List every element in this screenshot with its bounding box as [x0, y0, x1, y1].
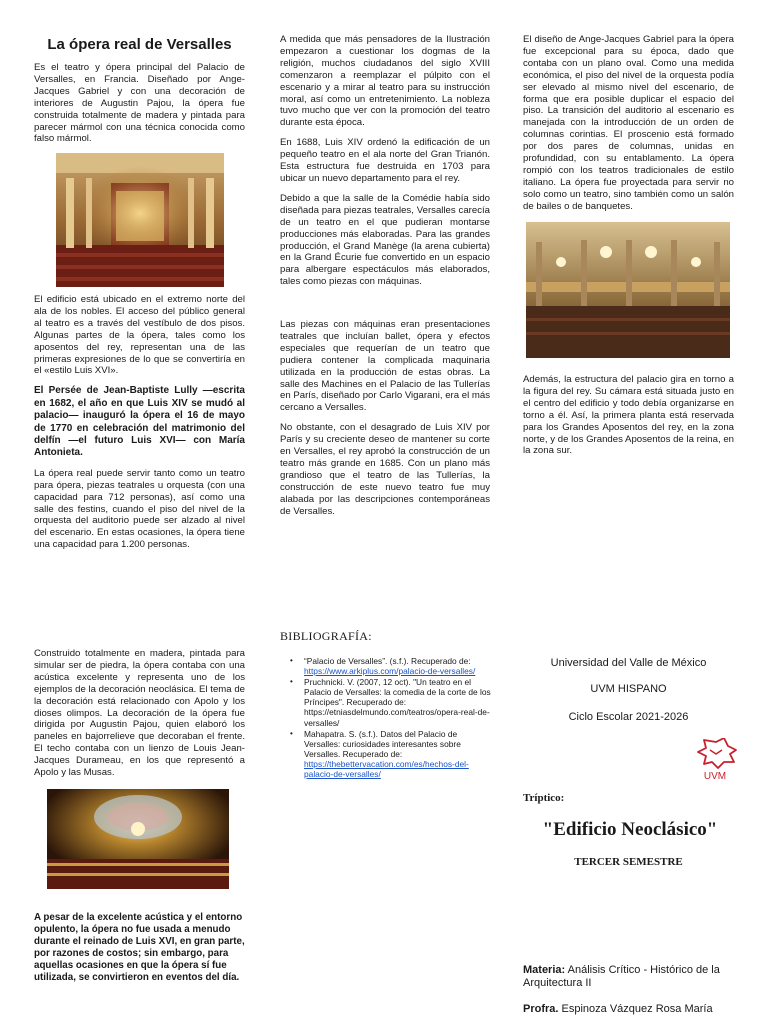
page-title: La ópera real de Versalles — [47, 36, 232, 53]
design-paragraph: El diseño de Ange-Jacques Gabriel para la ópera fue excepcional para su época, dado que contaba con un plano oval. Como una medida económica, el piso del nivel de la orquesta podía ser elevado al mismo nivel del escenario, de forma que era posible duplicar el espacio del piso. La transición del auditorio al escenario es manejada con la introducción de un orden de columnas corintias. El proscenio está formado por dos pares de columnas, unidas en profundidad, con su entablamento. La ópera rompió con los teatros tradicionales de estilo italiano. La ópera fue proyectada para servir no solo como un teatro, sino también como un salón de bailes o de banquetes. — [523, 34, 734, 212]
enlightenment-paragraph: A medida que más pensadores de la Ilustración empezaron a cuestionar los dogmas de la religión, muchos ciudadanos del siglo XVIII comenzaron a reemplazar el púlpito con el escenario y a mirar al teatro para su instrucción moral, así como un entretenimiento. La nobleza tuvo mucho que ver con la promoción del teatro durante esta época. — [280, 34, 490, 129]
subject-value: Análisis Crítico - Histórico de la Arquitectura II — [523, 964, 720, 989]
location-paragraph: El edificio está ubicado en el extremo norte del ala de los nobles. El acceso del público general al teatro es a través del vestíbulo de dos pisos. Algunas partes de la ópera, tales como los aposentos del rey, representan una de las primeras expresiones de lo que se convertiría en el «estilo Luis XVI». — [34, 294, 245, 377]
professor-label: Profra. — [523, 1003, 559, 1015]
construction-paragraph: Construido totalmente en madera, pintada para simular ser de piedra, la ópera contaba con una acústica excelente y representa uno de los ejemplos de la decoración neoclásica. El tema de la decoración está relacionado con Apolo y los dioses olimpos. La decoración de la ópera fue dirigida por Augustin Pajou, quien elaboró los paneles en bajorrelieve que decoraban el frente. El techo contaba con un lienzo de Louis Jean-Jacques Durameau, en los que representó a Apolo y las Musas. — [34, 648, 245, 779]
auditorium-photo — [526, 222, 730, 358]
professor-value: Espinoza Vázquez Rosa María — [561, 1003, 713, 1015]
bibliography-item — [304, 656, 492, 676]
column-1-top — [34, 36, 245, 153]
intro-paragraph: Es el teatro y ópera principal del Palacio de Versalles, en Francia. Diseñado por Ange-Jacques Gabriel y con una decoración de interiores de Augustin Pajou, la ópera fue construida totalmente de madera y pintada para parecer mármol con una técnica conocida como falso mármol. — [34, 62, 245, 145]
semester-label: TERCER SEMESTRE — [574, 856, 683, 868]
column-2-top — [280, 34, 490, 296]
new-theatre-paragraph: No obstante, con el desagrado de Luis XIV por París y su creciente deseo de mantener su corte en Versalles, el rey aprobó la construcción de un teatro más grande en 1685. Con un plano más grandioso que el teatro de las Tullerías, la construcción de este nuevo teatro fue muy alabada por las descripciones contemporáneas de Versalles. — [280, 422, 490, 517]
bibliography-title: BIBLIOGRAFÍA: — [280, 629, 372, 643]
machines-paragraph: Las piezas con máquinas eran presentaciones teatrales que incluían ballet, ópera y efectos especiales que requerían de un teatro que pudiera contener la complicada maquinaria utilizada en la producción de estas obras. La salle des Machines en el Palacio de las Tullerías en París, diseñado por Carlo Vigarani, era el más cercano a Versalles. — [280, 319, 490, 414]
column-3-top — [523, 34, 734, 221]
ref-link[interactable]: https://thebettervacation.com/es/hechos-del-palacio-de-versalles/ — [304, 758, 469, 780]
subject-line — [523, 964, 743, 990]
uvm-logo — [690, 738, 740, 782]
bibliography-item — [304, 677, 492, 727]
column-2-middle — [280, 319, 490, 526]
ref-text: “Palacio de Versalles”. (s.f.). Recuperado de: — [304, 656, 471, 666]
column-3-middle — [523, 374, 734, 465]
university-name: Universidad del Valle de México — [550, 657, 707, 669]
column-1-bottom — [34, 912, 245, 992]
trianon-paragraph: En 1688, Luis XIV ordenó la edificación de un pequeño teatro en el ala norte del Gran Trianón. Esta estructura fue destruida en 1703 para ubicar un nuevo departamento para el rey. — [280, 137, 490, 184]
bibliography-item — [304, 729, 492, 779]
ref-text: Mahapatra. S. (s.f.). Datos del Palacio de Versalles: curiosidades interesantes sobre Versalles. Recuperado de: — [304, 728, 461, 759]
capacity-paragraph: La ópera real puede servir tanto como un teatro para ópera, piezas teatrales u orquesta (con una capacidad para 712 personas), así como una salle des festins, cuando el piso del nivel de la orquesta del auditorio puede ser alzado al nivel del escenario. En estas ocasiones, la ópera tiene una capacidad para 1.200 personas. — [34, 467, 245, 551]
subject-label: Materia: — [523, 964, 566, 976]
ref-link[interactable]: https://www.arkiplus.com/palacio-de-versalles/ — [304, 666, 476, 677]
king-paragraph: Además, la estructura del palacio gira en torno a la figura del rey. Su cámara está situada justo en el centro del edificio y todo debía organizarse en torno a él. Así, la primera planta está reservada para los Grandes Aposentos del rey, en la zona norte, y de los Grandes Aposentos de la reina, en la zona sur. — [523, 374, 734, 457]
school-cycle: Ciclo Escolar 2021-2026 — [568, 711, 689, 723]
acoustics-paragraph: A pesar de la excelente acústica y el entorno opulento, la ópera no fue usada a menudo durante el reinado de Luis XVI, en gran parte, por razones de costos; sin embargo, para aquellas ocasiones en que la ópera sí fue utilizada, se convirtieron en eventos del día. — [34, 912, 245, 983]
svg-text:UVM: UVM — [703, 771, 727, 782]
professor-line — [523, 1003, 753, 1016]
column-1-lower — [34, 648, 245, 787]
persee-paragraph: El Persée de Jean-Baptiste Lully —escrita en 1682, el año en que Luis XIV se mudó al palacio— inauguró la ópera el 16 de mayo de 1770 en celebración del matrimonio del delfín —el futuro Luis XVI— con María Antonieta. — [34, 385, 245, 459]
ref-text: Pruchnicki. V. (2007, 12 oct). "Un teatro en el Palacio de Versalles: la comedia de la corte de los Príncipes". Recuperado de: https://etniasdelmundo.com/teatros/opera-real-de-versalles/ — [304, 677, 491, 728]
opera-ceiling-photo — [47, 789, 229, 889]
column-1-middle — [34, 294, 245, 559]
opera-interior-photo — [56, 153, 224, 287]
campus-name: UVM HISPANO — [590, 683, 667, 695]
lion-logo-icon — [690, 738, 740, 782]
main-title: "Edificio Neoclásico" — [542, 819, 718, 840]
triptico-label: Tríptico: — [523, 792, 565, 804]
comedie-paragraph: Debido a que la salle de la Comédie había sido diseñada para piezas teatrales, Versalles carecía de un teatro en el que pudieran montarse producciones más elaboradas. Para las grandes producción, el Grand Manège (la arena cubierta) en la Grand Écurie fue convertido en un espacio para albergare espectáculos más elaborados, tales como piezas con máquinas. — [280, 192, 490, 288]
bibliography-list — [282, 656, 492, 780]
